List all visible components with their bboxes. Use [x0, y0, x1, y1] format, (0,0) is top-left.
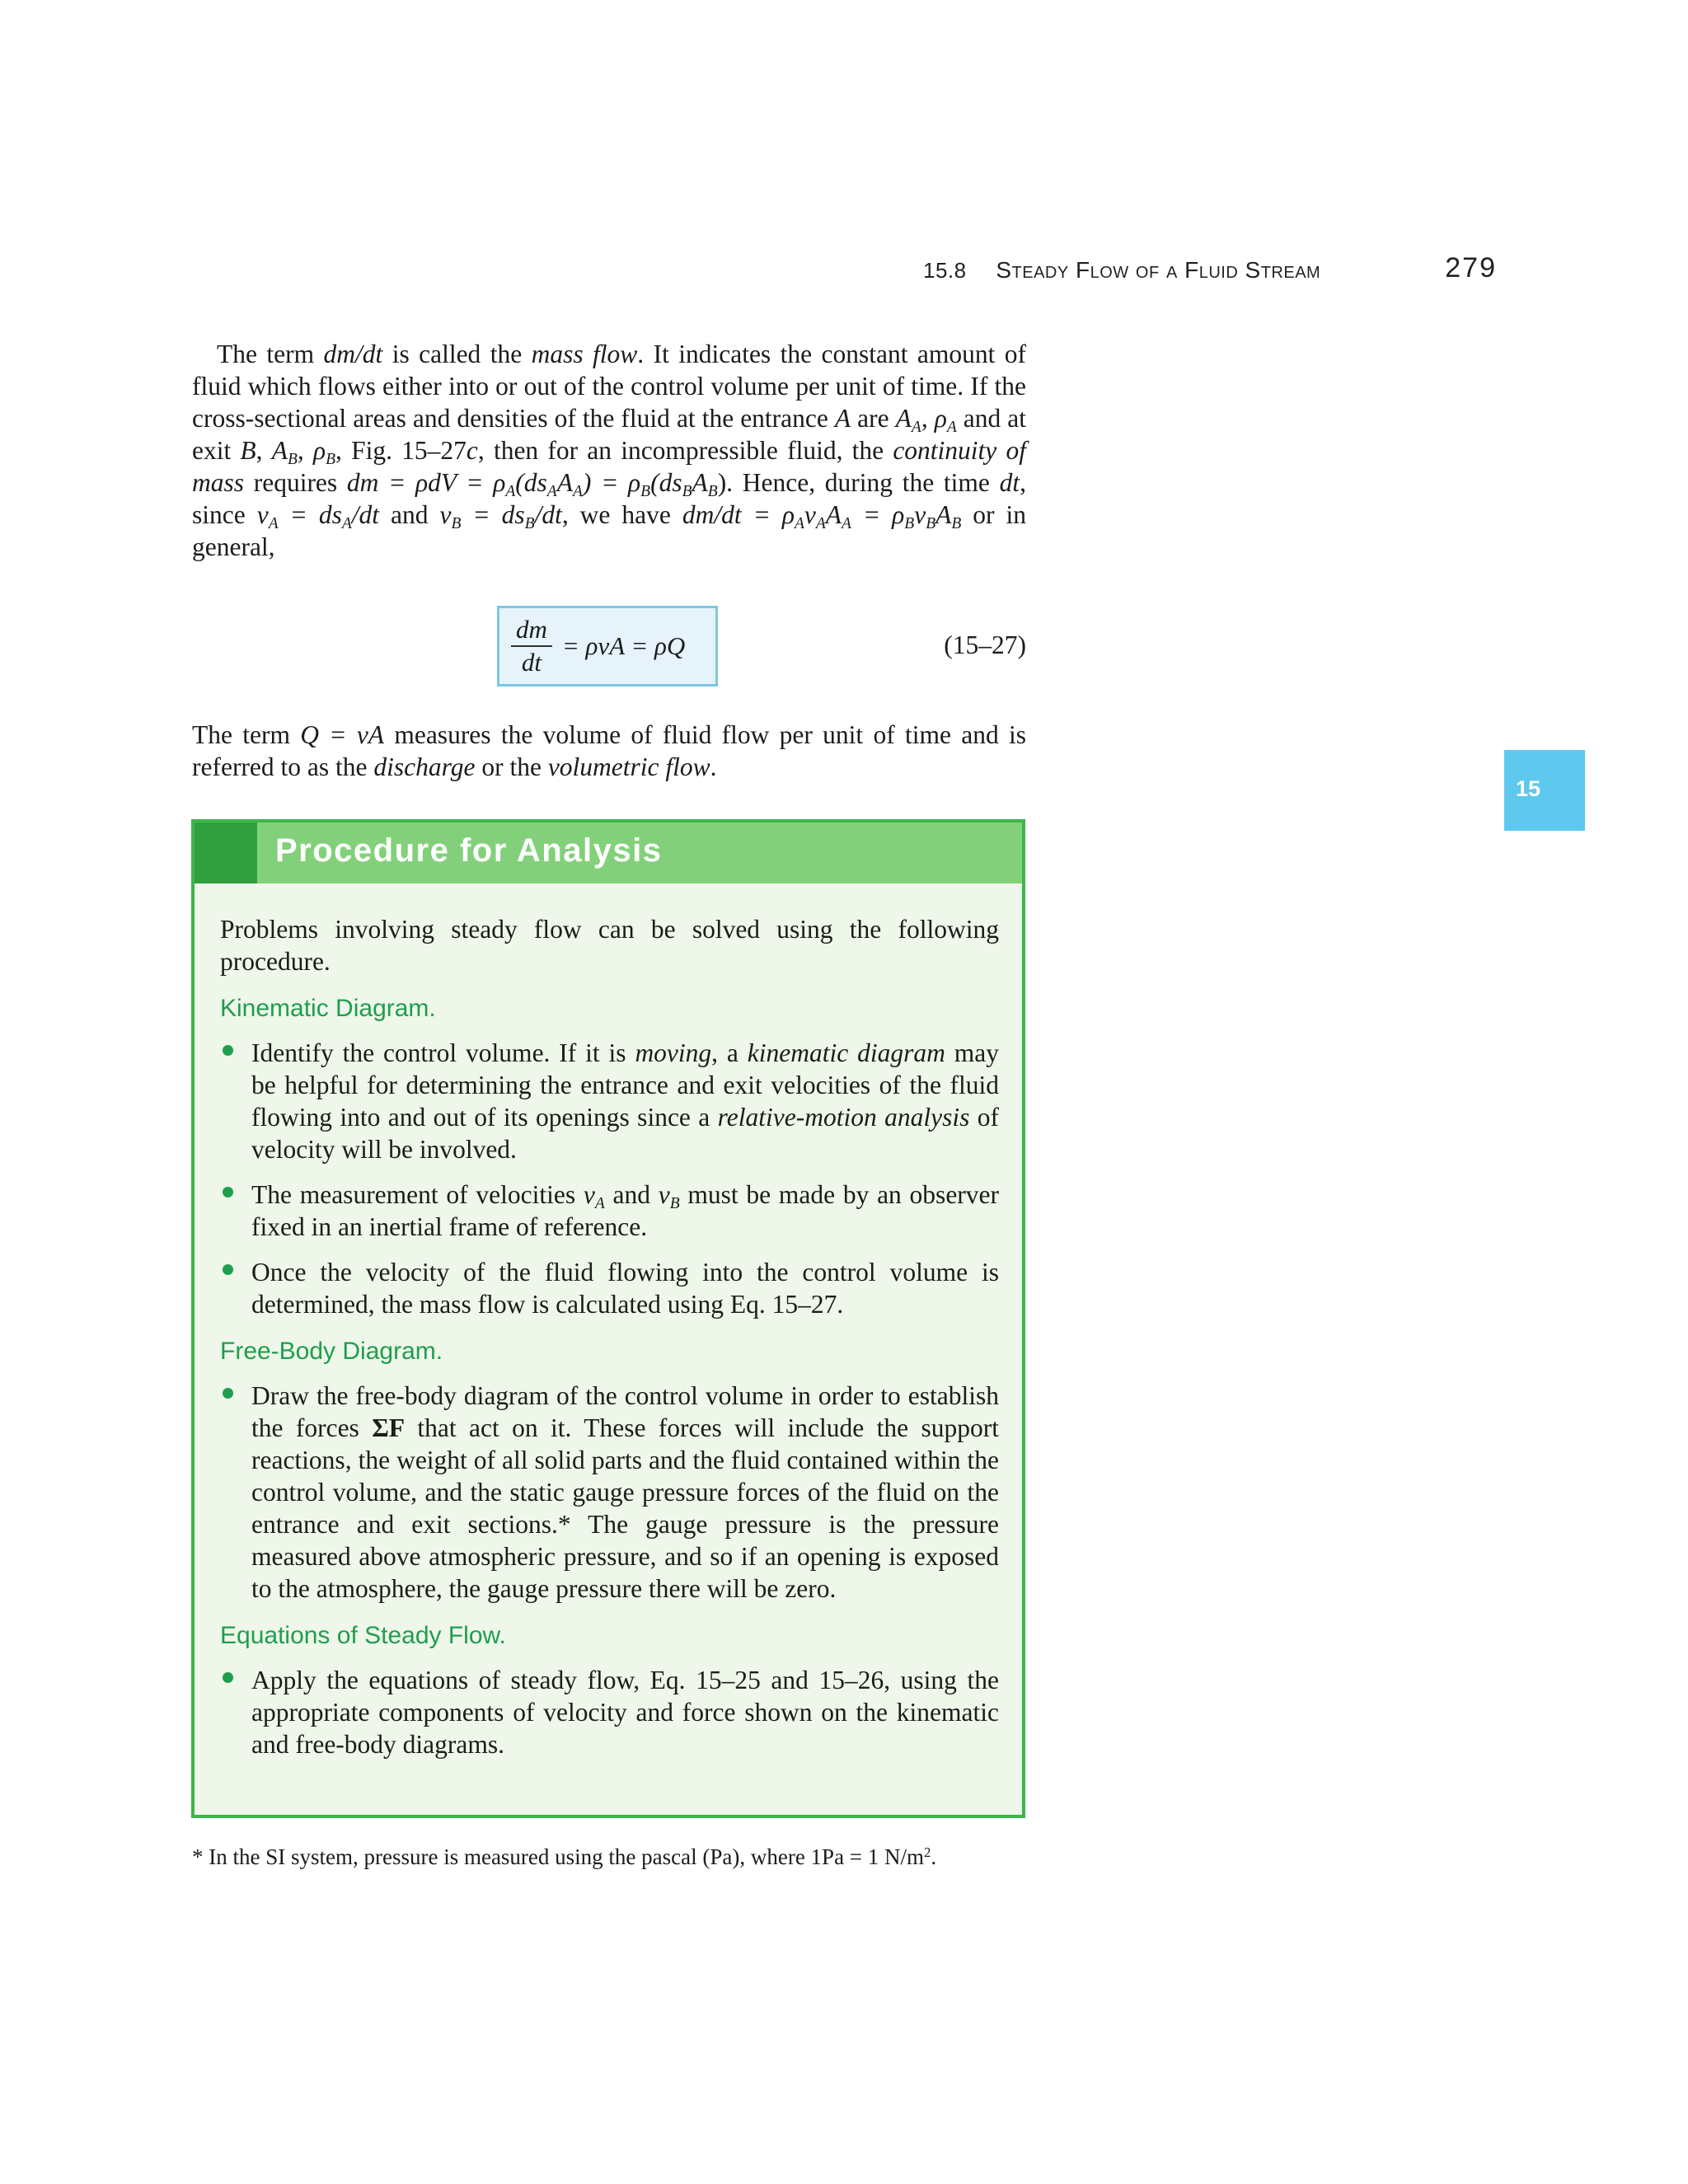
procedure-box — [191, 819, 1025, 1818]
equation-denominator: dt — [521, 648, 542, 677]
procedure-content — [220, 913, 999, 1774]
list-item: Once the velocity of the fluid flowing into the control volume is determined, the mass flow is calculated using Eq. 15–27. — [220, 1256, 999, 1320]
intro-paragraph-1: The term dm/dt is called the mass flow. It indicates the constant amount of fluid which flows either into or out of the control volume per unit of time. If the cross-sectional areas and densities of the fluid at the entrance A are $A_A$, $\rho_A$ and at exit B, $A_B$, $\rho_B$, Fig. 15–27c, then for an incompressible fluid, the continuity of mass requires dm = $\rho dV = \rho_A(ds_AA_A) = \rho_B(ds_BA_B)$. Hence, during the time dt, since $v_A = ds_A/dt$ and $v_B = ds_B/dt$, we have $dm/dt = \rho_Av_AA_A = \rho_Bv_BA_B$ or in general, — [192, 340, 1027, 561]
kinematic-heading: Kinematic Diagram. — [220, 995, 436, 1022]
bullet-icon — [223, 1187, 233, 1197]
chapter-tab: 15 — [1504, 750, 1585, 831]
procedure-header-tab — [195, 823, 257, 883]
list-item: Draw the free-body diagram of the control volume in order to establish the forces ΣF that act on it. These forces will include the support reactions, the weight of all solid parts and the fluid contained within the control volume, and the static gauge pressure forces of the fluid on the entrance and exit sections.* The gauge pressure is the pressure measured above atmospheric pressure, and so if an opening is exposed to the atmosphere, the gauge pressure there will be zero. — [220, 1380, 999, 1605]
equation-fraction — [511, 616, 552, 677]
list-item: Apply the equations of steady flow, Eq. 15–25 and 15–26, using the appropriate components of velocity and force shown on the kinematic and free-body diagrams. — [220, 1664, 999, 1760]
footnote: * In the SI system, pressure is measured using the pascal (Pa), where 1Pa = 1 $N/m^2$. — [192, 1844, 937, 1869]
intro-paragraph-2: The term Q = vA measures the volume of fluid flow per unit of time and is referred to as the discharge or the volumetric flow. — [192, 720, 1026, 781]
free-body-list — [220, 1380, 999, 1605]
bullet-icon — [223, 1045, 233, 1056]
page-number: 279 — [1445, 252, 1497, 284]
bullet-icon — [223, 1264, 233, 1275]
bullet-icon — [223, 1672, 233, 1683]
procedure-header — [195, 823, 1022, 883]
free-body-heading: Free-Body Diagram. — [220, 1338, 443, 1365]
section-title: Steady Flow of a Fluid Stream — [996, 257, 1321, 283]
equation-numerator: dm — [511, 616, 552, 647]
intro-paragraph-1-container — [192, 338, 1026, 563]
procedure-intro: Problems involving steady flow can be solved using the following procedure. — [220, 915, 999, 976]
procedure-title: Procedure for Analysis — [275, 832, 663, 869]
list-item: Identify the control volume. If it is moving, a kinematic diagram may be helpful for determining the entrance and exit velocities of the fluid flowing into and out of its openings since a relative-motion analysis of velocity will be involved. — [220, 1037, 999, 1165]
equations-heading: Equations of Steady Flow. — [220, 1622, 506, 1649]
equation-row — [192, 606, 1026, 688]
equation-number: (15–27) — [944, 630, 1026, 659]
boxed-equation — [497, 606, 718, 687]
section-number: 15.8 — [923, 258, 967, 283]
list-item: The measurement of velocities $v_A$ and $v_B$ must be made by an observer fixed in an inertial frame of reference. — [220, 1179, 999, 1243]
equation-rhs: = ρvA = ρQ — [561, 631, 686, 660]
equations-list — [220, 1664, 999, 1760]
bullet-icon — [223, 1388, 233, 1399]
kinematic-list — [220, 1037, 999, 1320]
running-head — [923, 257, 1335, 284]
intro-paragraph-2-container — [192, 719, 1026, 783]
